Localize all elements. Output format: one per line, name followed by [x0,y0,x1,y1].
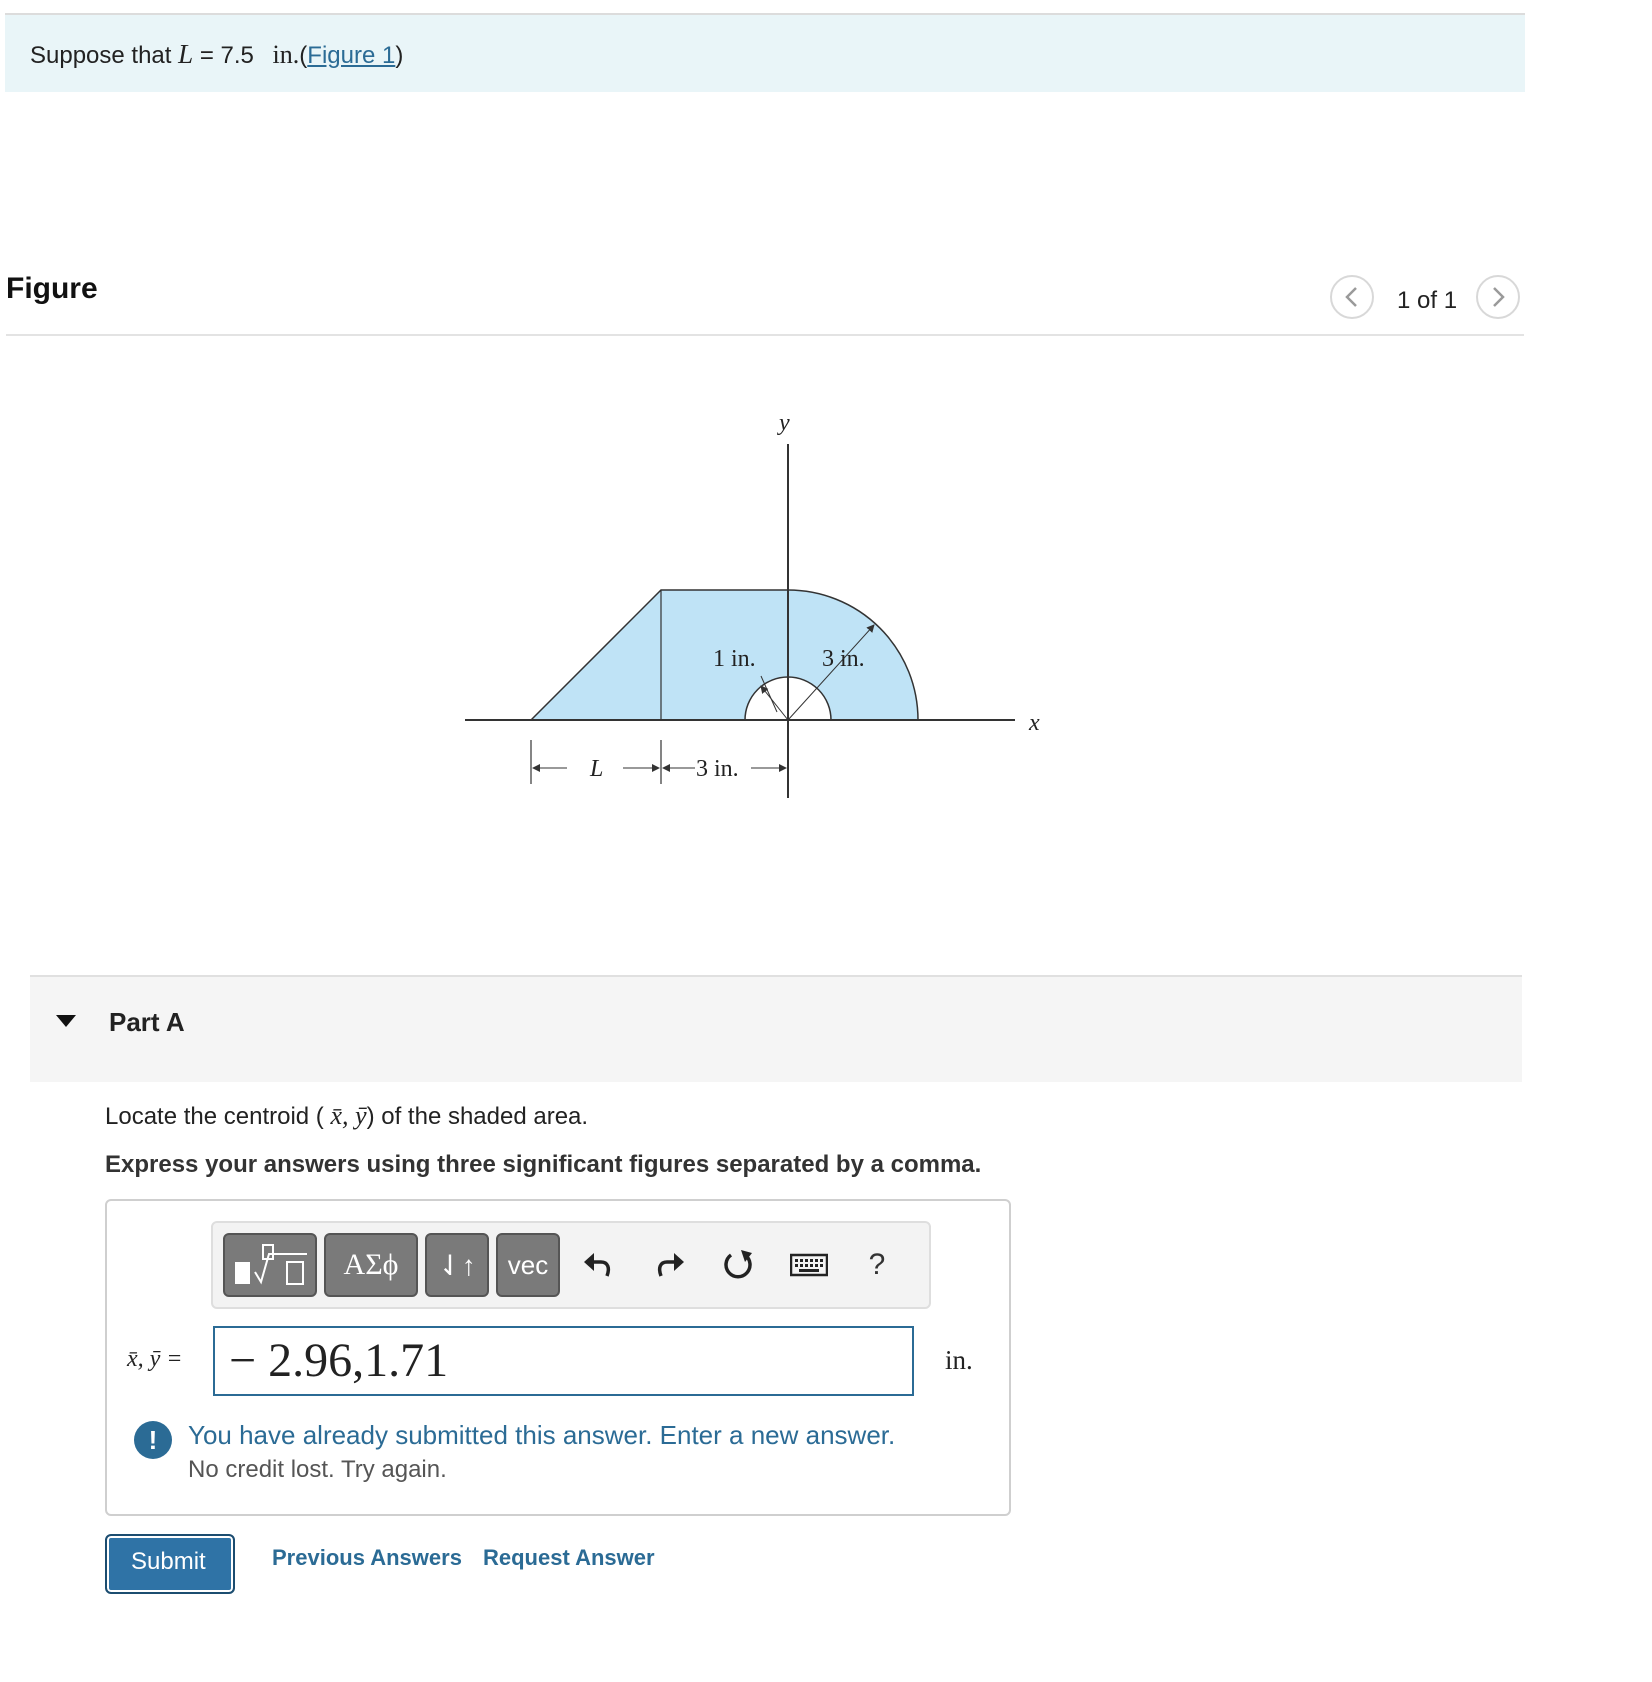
answer-label: x̄, ȳ = [127,1346,183,1372]
reset-button[interactable] [718,1245,758,1285]
template-button[interactable] [223,1233,317,1297]
figure-diagram [455,400,1065,810]
undo-button[interactable] [579,1245,619,1285]
keyboard-button[interactable] [783,1245,835,1285]
problem-unit: in. [272,40,300,69]
redo-button[interactable] [649,1245,689,1285]
info-icon: ! [134,1421,172,1459]
question-prefix: Locate the centroid ( [105,1103,324,1130]
feedback-subtext: No credit lost. Try again. [188,1456,447,1483]
problem-statement [30,39,403,70]
figure-divider [6,334,1524,336]
undo-icon [583,1250,615,1280]
dim-L-label: L [590,756,604,782]
question-text [105,1101,588,1131]
problem-prefix: Suppose that [30,42,172,69]
figure-counter: 1 of 1 [1397,287,1458,314]
figure-title: Figure [6,272,98,305]
part-a-title: Part A [109,1007,185,1037]
reset-icon [721,1248,755,1282]
submit-button[interactable]: Submit [105,1534,235,1594]
previous-answers-link[interactable]: Previous Answers [272,1545,462,1570]
math-toolbar [211,1221,931,1309]
greek-symbols-button[interactable]: ΑΣϕ [324,1233,418,1297]
redo-icon [653,1250,685,1280]
request-answer-link[interactable]: Request Answer [483,1545,655,1570]
inner-radius-label: 1 in. [713,646,756,672]
answer-box [105,1199,1011,1516]
vector-button[interactable]: vec [496,1233,560,1297]
question-vars: x̄, ȳ [330,1101,367,1130]
x-axis-label: x [1029,710,1040,736]
outer-radius-label: 3 in. [822,646,865,672]
answer-input[interactable]: − 2.96,1.71 [213,1326,914,1396]
feedback-message: You have already submitted this answer. Enter a new answer. [188,1420,896,1450]
part-a-header[interactable] [30,975,1522,1082]
collapse-triangle-icon [56,1015,76,1029]
problem-value: = 7.5 [199,42,254,69]
y-axis-label: y [779,410,790,436]
dim-3-label: 3 in. [696,756,739,782]
keyboard-icon [790,1253,828,1277]
subscript-superscript-button[interactable]: ⇃↑ [425,1233,489,1297]
inner-radius-line [761,686,788,720]
answer-unit: in. [945,1345,973,1375]
figure-link[interactable]: Figure 1 [307,42,396,69]
chevron-left-icon [1344,286,1360,308]
chevron-right-icon [1490,286,1506,308]
question-suffix: ) of the shaded area. [366,1103,589,1130]
help-button[interactable]: ? [868,1248,886,1281]
problem-banner [5,13,1525,92]
prev-figure-button[interactable] [1330,275,1374,319]
problem-variable: L [178,39,194,69]
close-paren: ) [395,42,404,69]
next-figure-button[interactable] [1476,275,1520,319]
sqrt-template-icon [231,1242,309,1288]
instruction-text: Express your answers using three significant figures separated by a comma. [105,1151,982,1178]
open-paren: ( [299,42,308,69]
